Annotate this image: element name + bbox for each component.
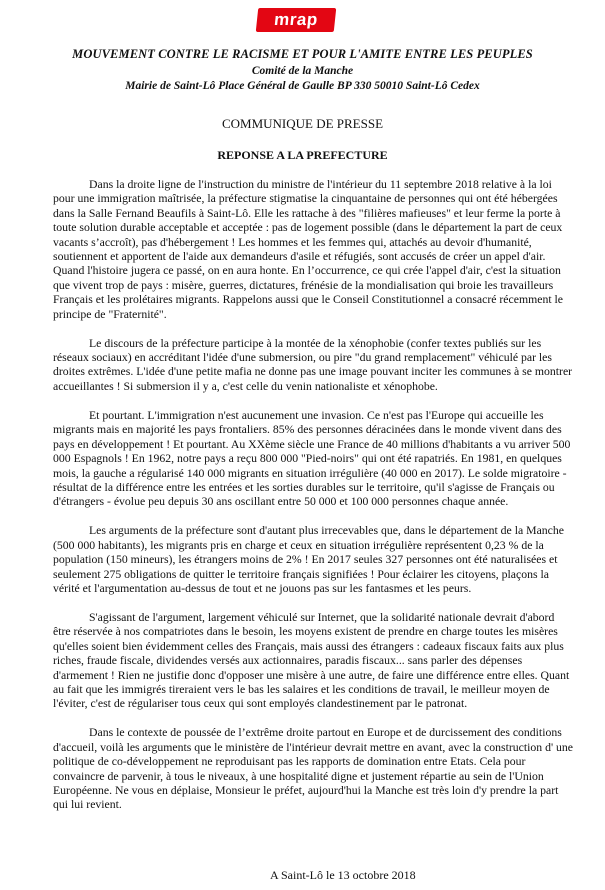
paragraph-3: Et pourtant. L'immigration n'est aucunement une invasion. Ce n'est pas l'Europe qui accueille les migrants mais en majorité les pays frontaliers. 85% des personnes déracinées dans le monde vivent dans des pays en développement ! Et pourtant. Au XXème siècle une France de 40 millions d'habitants a vu arriver 500 000 Espagnols ! En 1962, notre pays a reçu 800 000 "Pied-noirs" qui ont été rapatriés. En 1981, en quelques mois, la gauche a régularisé 140 000 migrants en situation irrégulière (40 000 en 2017). Le solde migratoire - résultat de la différence entre les entrées et les sorties durables sur le territoire, qu'il s'agisse de Français ou d'étrangers - évolue peu depuis 30 ans oscillant entre 50 000 et 100 000 personnes chaque année. (53, 408, 571, 509)
paragraph-1: Dans la droite ligne de l'instruction du ministre de l'intérieur du 11 septembre 2018 relative à la loi pour une immigration maîtrisée, la préfecture stigmatise la cinquantaine de personnes qui ont été hébergées dans la Salle Fernand Beaufils à Saint-Lô. Elle les rattache à des "filières mafieuses" et leur ferme la porte à toute solution durable acceptable et acceptée : pas de logement possible (dans le département la part de ceux vacants s’accroît), pas d'hébergement ! Les hommes et les femmes qui, attachés au devoir d'humanité, soutiennent et apportent de l'aide aux demandeurs d'asile et réfugiés, sont accusés de créer un appel d'air. Quand l'histoire jugera ce passé, on en aura honte. En l’occurrence, ce qui crée l'appel d'air, c'est la situation que vivent trop de pays : misère, guerres, dictatures, frénésie de la mondialisation qui broie les travailleurs Français et les prolétaires migrants. Rappelons aussi que le Conseil Constitutionnel a consacré récemment le principe de "Fraternité". (53, 178, 564, 321)
paragraph-2: Le discours de la préfecture participe à la montée de la xénophobie (confer textes publiés sur les réseaux sociaux) en accréditant l'idée d'une submersion, ou pire "du grand remplacement" véhiculé par les droites extrêmes. L'idée d'une petite mafia ne donne pas une image pouvant inciter les communes à se montrer accueillantes ! Si submersion il y a, c'est celle du venin nationaliste et xénophobe. (53, 336, 573, 393)
paragraph-4: Les arguments de la préfecture sont d'autant plus irrecevables que, dans le département de la Manche (500 000 habitants), les migrants pris en charge et ceux en situation irrégulière représentent 0,23 % de la population (150 mineurs), les étrangers moins de 2% ! En 2017 seules 327 personnes ont été naturalisées et seulement 275 obligations de quitter le territoire français signifiées ! Pour éclairer les citoyens, plaçons la vérité et l'argumentation au-dessus de tout et ne jouons pas sur les fantasmes et les peurs. (53, 524, 564, 595)
organization-address: Mairie de Saint-Lô Place Général de Gaulle BP 330 50010 Saint-Lô Cedex (125, 80, 480, 92)
committee-name: Comité de la Manche (251, 65, 354, 77)
document-body (53, 178, 573, 827)
organization-title: MOUVEMENT CONTRE LE RACISME ET POUR L'AMITE ENTRE LES PEUPLES (72, 47, 533, 61)
paragraph-6: Dans le contexte de poussée de l’extrême droite partout en Europe et de durcissement des conditions d'accueil, voilà les arguments que le ministère de l'intérieur devrait mettre en avant, avec la construction d' une politique de co-développement ne reproduisant pas les rapports de domination entre Etats. Cela pour convaincre de parvenir, à tous le niveaux, à une hospitalité digne et justement répartie au sein de l'Union Européenne. Ne vous en déplaise, Monsieur le préfet, aujourd'hui la Manche est très loin d'y prendre la part qui lui revient. (53, 726, 574, 812)
mrap-logo: mrap (256, 8, 337, 32)
paragraph-5: S'agissant de l'argument, largement véhiculé sur Internet, que la solidarité nationale devrait d'abord être réservée à nos compatriotes dans le besoin, les moyens existent de prendre en charge toutes les misères qu'elles soient bien évidemment celles des Français, mais aussi des étrangers : cadeaux fiscaux faits aux plus riches, fraude fiscale, dividendes versés aux actionnaires, paradis fiscaux... sans parler des dépenses d'armement ! Rien ne justifie donc d'opposer une misère à une autre, de faire une différence entre elles. Quant au fait que les immigrés tireraient vers le bas les salaires et les conditions de travail, le meilleur moyen de l'éviter, c'est de régulariser tous ceux qui sont employés clandestinement par le patronat. (53, 610, 570, 711)
document-title: REPONSE A LA PREFECTURE (217, 148, 388, 162)
signature-date: A Saint-Lô le 13 octobre 2018 (270, 868, 416, 882)
document-type: COMMUNIQUE DE PRESSE (221, 116, 384, 131)
